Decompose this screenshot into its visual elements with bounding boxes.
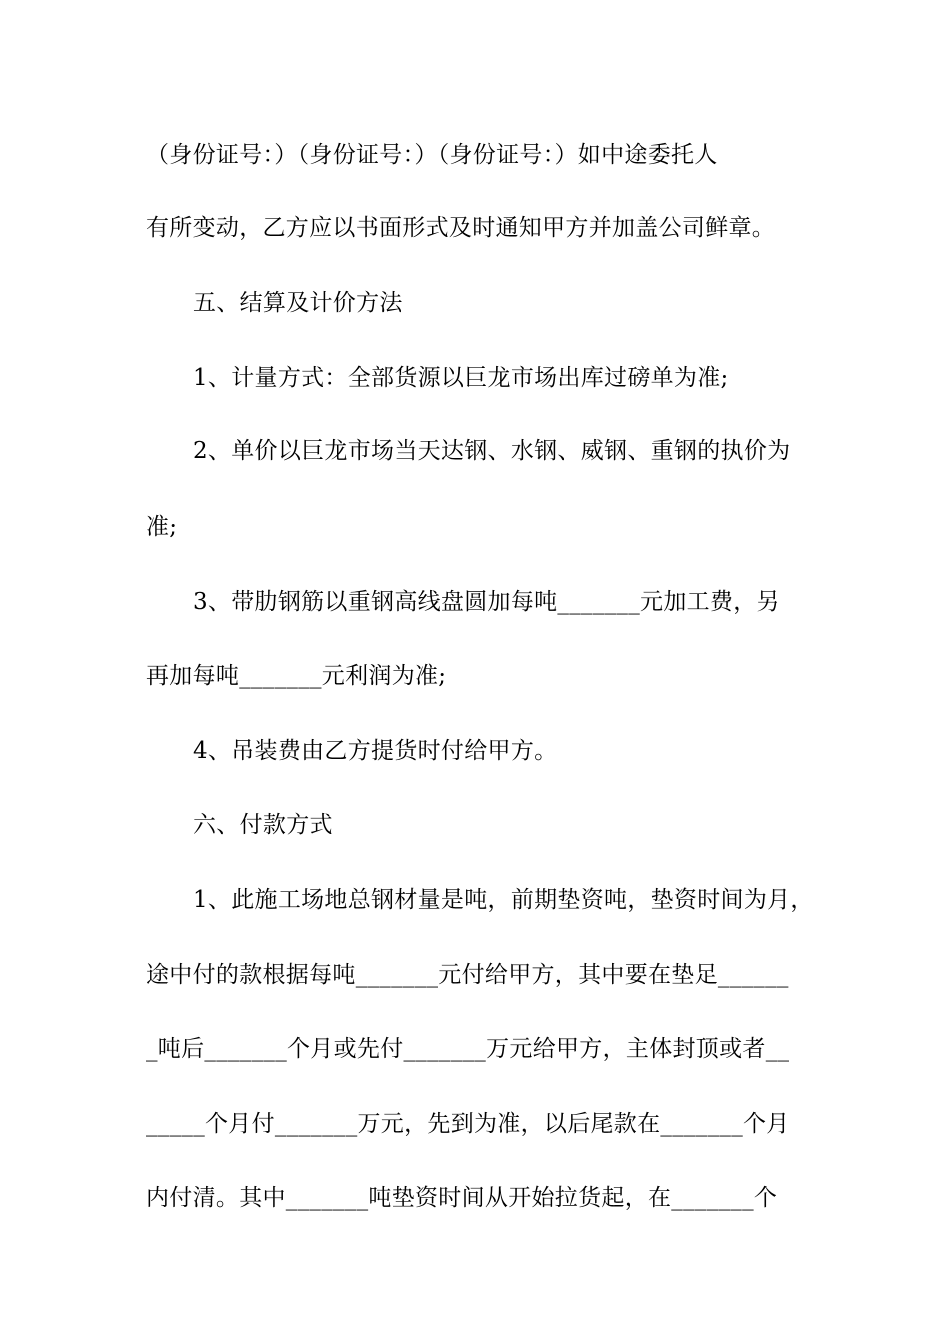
clause-measurement: 1、计量方式：全部货源以巨龙市场出库过磅单为准; (193, 365, 729, 391)
clause-rebar-processing-continued: 再加每吨_______元利润为准; (146, 663, 447, 689)
clause-lifting-fee: 4、吊装费由乙方提货时付给甲方。 (193, 738, 558, 764)
clause-payment-1-line-2: 途中付的款根据每吨_______元付给甲方，其中要在垫足______ (146, 962, 789, 988)
clause-payment-1-line-3: _吨后_______个月或先付_______万元给甲方，主体封顶或者__ (146, 1036, 790, 1062)
clause-payment-1: 1、此施工场地总钢材量是吨，前期垫资吨，垫资时间为月， (193, 887, 814, 913)
section-heading-settlement: 五、结算及计价方法 (193, 290, 403, 316)
clause-payment-1-line-5: 内付清。其中_______吨垫资时间从开始拉货起，在_______个 (146, 1185, 778, 1211)
clause-unit-price-continued: 准; (146, 514, 178, 540)
clause-rebar-processing: 3、带肋钢筋以重钢高线盘圆加每吨_______元加工费，另 (193, 589, 780, 615)
text-line-id-numbers: （身份证号：）（身份证号：）（身份证号：）如中途委托人 (146, 142, 718, 168)
clause-payment-1-line-4: _____个月付_______万元，先到为准，以后尾款在_______个月 (146, 1111, 790, 1137)
section-heading-payment: 六、付款方式 (193, 812, 333, 838)
text-line-notify-change: 有所变动，乙方应以书面形式及时通知甲方并加盖公司鲜章。 (146, 215, 776, 241)
clause-unit-price: 2、单价以巨龙市场当天达钢、水钢、威钢、重钢的执价为 (193, 438, 791, 464)
